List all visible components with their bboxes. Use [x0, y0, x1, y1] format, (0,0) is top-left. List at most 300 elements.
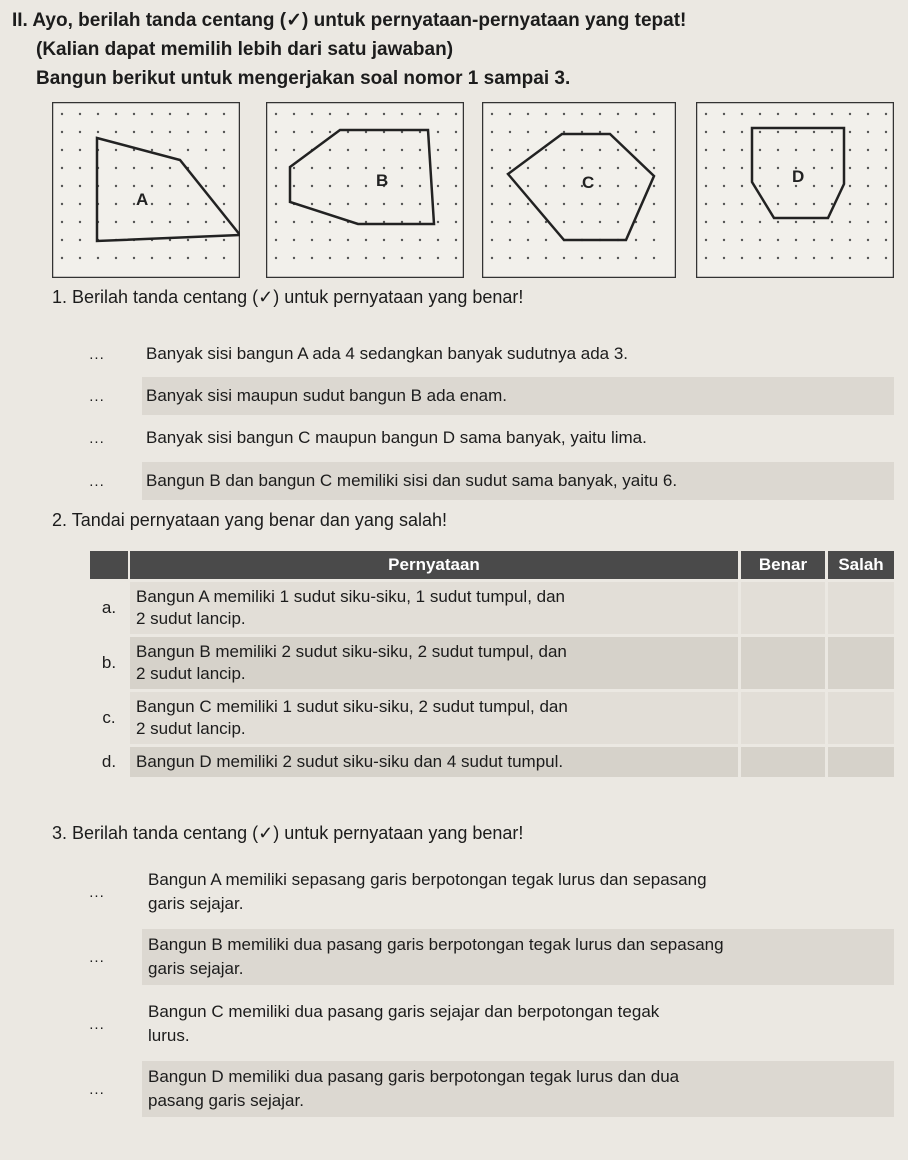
grid-dot	[169, 221, 171, 223]
grid-dot	[275, 239, 277, 241]
grid-dot	[115, 221, 117, 223]
grid-dot	[115, 203, 117, 205]
q1-option-1-blank[interactable]: ...	[89, 345, 105, 363]
grid-dot	[509, 113, 511, 115]
false-cell[interactable]	[828, 747, 894, 777]
grid-dot	[223, 149, 225, 151]
grid-dot	[223, 113, 225, 115]
row-statement-line: Bangun C memiliki 1 sudut siku-siku, 2 sudut tumpul, dan	[136, 697, 568, 716]
false-cell[interactable]	[828, 637, 894, 689]
grid-dot	[347, 149, 349, 151]
grid-dot	[635, 257, 637, 259]
grid-dot	[133, 131, 135, 133]
grid-dot	[151, 131, 153, 133]
grid-dot	[455, 131, 457, 133]
grid-dot	[383, 113, 385, 115]
question-1-title: 1. Berilah tanda centang (✓) untuk pernyataan yang benar!	[52, 287, 524, 307]
grid-dot	[275, 203, 277, 205]
grid-dot	[653, 221, 655, 223]
grid-dot	[849, 167, 851, 169]
grid-dot	[759, 221, 761, 223]
q3-option-line: lurus.	[148, 1026, 190, 1045]
grid-dot	[509, 221, 511, 223]
grid-dot	[347, 113, 349, 115]
grid-dot	[133, 113, 135, 115]
grid-dot	[187, 221, 189, 223]
grid-dot	[831, 167, 833, 169]
header-statement: Pernyataan	[130, 551, 738, 579]
grid-dot	[455, 257, 457, 259]
grid-dot	[563, 203, 565, 205]
grid-dot	[545, 131, 547, 133]
grid-dot	[97, 257, 99, 259]
grid-dot	[813, 257, 815, 259]
grid-dot	[759, 113, 761, 115]
grid-dot	[311, 239, 313, 241]
grid-dot	[329, 167, 331, 169]
grid-dot	[169, 113, 171, 115]
grid-dot	[347, 185, 349, 187]
grid-dot	[169, 185, 171, 187]
q3-option-1-blank[interactable]: ...	[89, 883, 105, 901]
grid-dot	[275, 221, 277, 223]
grid-dot	[885, 221, 887, 223]
q3-option-1-text	[142, 864, 894, 920]
grid-dot	[115, 131, 117, 133]
grid-dot	[581, 203, 583, 205]
grid-dot	[437, 149, 439, 151]
grid-dot	[527, 185, 529, 187]
q1-option-3-blank[interactable]: ...	[89, 429, 105, 447]
grid-dot	[741, 167, 743, 169]
grid-dot	[885, 185, 887, 187]
q3-option-1[interactable]	[52, 862, 894, 922]
grid-dot	[61, 113, 63, 115]
grid-dot	[705, 203, 707, 205]
row-letter: c.	[102, 708, 116, 727]
q1-option-1[interactable]	[52, 337, 894, 371]
grid-dot	[741, 185, 743, 187]
grid-dot	[275, 257, 277, 259]
grid-dot	[205, 131, 207, 133]
q3-option-line: pasang garis sejajar.	[148, 1091, 304, 1110]
grid-dot	[151, 113, 153, 115]
row-statement	[130, 747, 738, 777]
grid-dot	[831, 185, 833, 187]
grid-dot	[491, 131, 493, 133]
grid-dot	[311, 203, 313, 205]
grid-dot	[491, 185, 493, 187]
grid-dot	[97, 131, 99, 133]
q1-option-3[interactable]	[52, 421, 894, 455]
grid-dot	[741, 113, 743, 115]
q3-option-2-blank[interactable]: ...	[89, 948, 105, 966]
grid-dot	[867, 149, 869, 151]
grid-dot	[759, 131, 761, 133]
grid-dot	[867, 113, 869, 115]
grid-dot	[491, 239, 493, 241]
grid-dot	[885, 149, 887, 151]
grid-dot	[79, 149, 81, 151]
grid-dot	[545, 167, 547, 169]
grid-dot	[617, 203, 619, 205]
grid-dot	[293, 167, 295, 169]
grid-dot	[223, 203, 225, 205]
grid-dot	[867, 203, 869, 205]
grid-dot	[383, 239, 385, 241]
grid-dot	[509, 149, 511, 151]
grid-dot	[97, 113, 99, 115]
grid-dot	[151, 257, 153, 259]
grid-dot	[133, 203, 135, 205]
grid-dot	[61, 167, 63, 169]
row-statement	[130, 692, 738, 744]
grid-dot	[115, 149, 117, 151]
grid-dot	[151, 185, 153, 187]
grid-dot	[455, 167, 457, 169]
grid-dot	[365, 185, 367, 187]
figures-panel	[52, 102, 894, 278]
grid-dot	[777, 257, 779, 259]
grid-dot	[347, 203, 349, 205]
grid-dot	[599, 167, 601, 169]
grid-dot	[437, 221, 439, 223]
grid-dot	[61, 257, 63, 259]
grid-dot	[383, 167, 385, 169]
q3-option-line: garis sejajar.	[148, 959, 244, 978]
grid-dot	[723, 113, 725, 115]
grid-dot	[563, 149, 565, 151]
grid-dot	[723, 185, 725, 187]
grid-dot	[831, 239, 833, 241]
grid-dot	[329, 221, 331, 223]
grid-dot	[831, 131, 833, 133]
grid-dot	[723, 221, 725, 223]
grid-dot	[275, 167, 277, 169]
grid-dot	[169, 149, 171, 151]
grid-dot	[563, 221, 565, 223]
grid-dot	[329, 131, 331, 133]
grid-dot	[741, 149, 743, 151]
q3-option-line: Bangun B memiliki dua pasang garis berpotongan tegak lurus dan sepasang	[148, 935, 724, 954]
grid-dot	[813, 221, 815, 223]
grid-dot	[635, 113, 637, 115]
grid-dot	[347, 239, 349, 241]
grid-dot	[329, 113, 331, 115]
grid-dot	[563, 185, 565, 187]
grid-dot	[419, 257, 421, 259]
header-false: Salah	[828, 551, 894, 579]
grid-dot	[653, 167, 655, 169]
grid-dot	[79, 185, 81, 187]
figure-d	[696, 102, 894, 278]
table-header	[90, 551, 894, 579]
grid-dot	[777, 149, 779, 151]
grid-dot	[723, 203, 725, 205]
grid-dot	[813, 203, 815, 205]
grid-dot	[509, 203, 511, 205]
grid-dot	[365, 203, 367, 205]
grid-dot	[563, 113, 565, 115]
grid-dot	[115, 257, 117, 259]
grid-dot	[813, 113, 815, 115]
grid-dot	[741, 203, 743, 205]
grid-dot	[293, 239, 295, 241]
grid-dot	[491, 167, 493, 169]
q3-option-line: Bangun C memiliki dua pasang garis sejajar dan berpotongan tegak	[148, 1002, 660, 1021]
grid-dot	[759, 257, 761, 259]
grid-dot	[617, 131, 619, 133]
grid-dot	[61, 149, 63, 151]
q1-option-4-blank[interactable]: ...	[89, 472, 105, 490]
grid-dot	[187, 113, 189, 115]
grid-dot	[705, 185, 707, 187]
grid-dot	[617, 185, 619, 187]
grid-dot	[437, 239, 439, 241]
grid-dot	[849, 131, 851, 133]
q3-option-2-text	[142, 929, 894, 985]
grid-dot	[293, 257, 295, 259]
grid-dot	[581, 167, 583, 169]
q1-option-2-blank[interactable]: ...	[89, 387, 105, 405]
grid-dot	[133, 257, 135, 259]
grid-dot	[187, 203, 189, 205]
question-3-title: 3. Berilah tanda centang (✓) untuk pernyataan yang benar!	[52, 823, 524, 843]
grid-dot	[741, 221, 743, 223]
grid-dot	[813, 131, 815, 133]
grid-dot	[329, 149, 331, 151]
grid-dot	[205, 221, 207, 223]
grid-dot	[867, 257, 869, 259]
grid-dot	[169, 203, 171, 205]
grid-dot	[419, 167, 421, 169]
grid-dot	[723, 131, 725, 133]
grid-dot	[401, 113, 403, 115]
grid-dot	[383, 149, 385, 151]
grid-dot	[133, 185, 135, 187]
false-cell[interactable]	[828, 582, 894, 634]
q3-option-4-blank[interactable]: ...	[89, 1080, 105, 1098]
grid-dot	[275, 113, 277, 115]
grid-dot	[723, 167, 725, 169]
grid-dot	[205, 257, 207, 259]
grid-dot	[831, 221, 833, 223]
grid-dot	[311, 185, 313, 187]
grid-dot	[831, 113, 833, 115]
grid-dot	[293, 149, 295, 151]
grid-dot	[293, 221, 295, 223]
grid-dot	[527, 167, 529, 169]
q1-option-2[interactable]	[52, 377, 894, 415]
row-statement-line: Bangun D memiliki 2 sudut siku-siku dan 4 sudut tumpul.	[136, 752, 564, 771]
grid-dot	[133, 167, 135, 169]
row-letter: a.	[101, 598, 117, 617]
grid-dot	[795, 131, 797, 133]
grid-dot	[187, 257, 189, 259]
grid-dot	[723, 149, 725, 151]
row-statement	[130, 582, 738, 634]
figure-c	[482, 102, 676, 278]
grid-dot	[401, 185, 403, 187]
grid-dot	[653, 239, 655, 241]
grid-dot	[599, 113, 601, 115]
grid-dot	[205, 113, 207, 115]
grid-dot	[599, 203, 601, 205]
grid-dot	[437, 257, 439, 259]
row-statement-line: 2 sudut lancip.	[136, 664, 246, 683]
grid-dot	[723, 257, 725, 259]
grid-dot	[419, 185, 421, 187]
grid-dot	[311, 221, 313, 223]
grid-dot	[61, 221, 63, 223]
grid-dot	[563, 167, 565, 169]
grid-dot	[187, 131, 189, 133]
grid-dot	[79, 221, 81, 223]
row-statement-line: 2 sudut lancip.	[136, 609, 246, 628]
grid-dot	[205, 203, 207, 205]
grid-dot	[151, 203, 153, 205]
row-statement-line: Bangun A memiliki 1 sudut siku-siku, 1 sudut tumpul, dan	[136, 587, 566, 606]
grid-dot	[777, 221, 779, 223]
grid-dot	[581, 149, 583, 151]
grid-dot	[617, 113, 619, 115]
q3-option-2[interactable]	[52, 926, 894, 988]
grid-dot	[509, 239, 511, 241]
grid-dot	[365, 149, 367, 151]
grid-dot	[777, 203, 779, 205]
row-letter: d.	[101, 752, 117, 771]
grid-dot	[437, 167, 439, 169]
grid-dot	[115, 113, 117, 115]
grid-dot	[115, 185, 117, 187]
grid-dot	[365, 167, 367, 169]
grid-dot	[383, 203, 385, 205]
grid-dot	[795, 203, 797, 205]
grid-dot	[365, 113, 367, 115]
grid-dot	[705, 131, 707, 133]
grid-dot	[401, 239, 403, 241]
q3-option-4-text	[142, 1061, 894, 1117]
grid-dot	[545, 257, 547, 259]
grid-dot	[527, 203, 529, 205]
grid-dot	[311, 113, 313, 115]
grid-dot	[527, 221, 529, 223]
grid-dot	[635, 239, 637, 241]
grid-dot	[705, 167, 707, 169]
grid-dot	[867, 131, 869, 133]
grid-dot	[795, 239, 797, 241]
grid-dot	[275, 149, 277, 151]
grid-dot	[437, 113, 439, 115]
true-cell[interactable]	[741, 582, 825, 634]
grid-dot	[455, 185, 457, 187]
grid-dot	[293, 113, 295, 115]
grid-dot	[545, 149, 547, 151]
q3-option-4[interactable]	[52, 1058, 894, 1120]
grid-dot	[437, 203, 439, 205]
grid-dot	[275, 185, 277, 187]
q1-option-1-text: Banyak sisi bangun A ada 4 sedangkan banyak sudutnya ada 3.	[146, 344, 629, 363]
grid-dot	[419, 113, 421, 115]
grid-dot	[509, 167, 511, 169]
grid-dot	[527, 131, 529, 133]
true-cell[interactable]	[741, 637, 825, 689]
grid-dot	[169, 167, 171, 169]
grid-dot	[635, 149, 637, 151]
figure-d-label: D	[792, 167, 805, 186]
grid-dot	[365, 239, 367, 241]
grid-dot	[705, 221, 707, 223]
grid-dot	[705, 257, 707, 259]
grid-dot	[329, 239, 331, 241]
grid-dot	[849, 113, 851, 115]
grid-dot	[509, 185, 511, 187]
true-false-table	[90, 551, 894, 777]
grid-dot	[311, 167, 313, 169]
grid-dot	[61, 185, 63, 187]
grid-dot	[509, 257, 511, 259]
row-statement-line: 2 sudut lancip.	[136, 719, 246, 738]
grid-dot	[705, 113, 707, 115]
q3-option-3[interactable]	[52, 994, 894, 1054]
grid-dot	[705, 149, 707, 151]
q1-option-2-text: Banyak sisi maupun sudut bangun B ada enam.	[142, 377, 894, 415]
grid-dot	[329, 185, 331, 187]
grid-dot	[437, 131, 439, 133]
grid-dot	[347, 167, 349, 169]
grid-dot	[653, 185, 655, 187]
q1-option-4[interactable]	[52, 462, 894, 500]
grid-dot	[813, 185, 815, 187]
grid-dot	[329, 257, 331, 259]
grid-dot	[61, 239, 63, 241]
grid-dot	[455, 113, 457, 115]
grid-dot	[653, 203, 655, 205]
false-cell[interactable]	[828, 692, 894, 744]
grid-dot	[275, 131, 277, 133]
grid-dot	[61, 131, 63, 133]
true-cell[interactable]	[741, 692, 825, 744]
grid-dot	[491, 149, 493, 151]
q3-option-3-blank[interactable]: ...	[89, 1015, 105, 1033]
true-cell[interactable]	[741, 747, 825, 777]
grid-dot	[401, 257, 403, 259]
grid-dot	[777, 131, 779, 133]
grid-dot	[491, 221, 493, 223]
grid-dot	[617, 167, 619, 169]
grid-dot	[795, 221, 797, 223]
grid-dot	[545, 239, 547, 241]
instruction-note: (Kalian dapat memilih lebih dari satu jawaban)	[36, 39, 454, 60]
grid-dot	[79, 113, 81, 115]
grid-dot	[401, 203, 403, 205]
grid-dot	[455, 203, 457, 205]
grid-dot	[849, 257, 851, 259]
q3-option-3-text	[142, 996, 894, 1052]
grid-dot	[401, 149, 403, 151]
grid-dot	[581, 221, 583, 223]
grid-dot	[581, 113, 583, 115]
grid-dot	[151, 149, 153, 151]
grid-dot	[311, 131, 313, 133]
table-row	[90, 582, 894, 634]
grid-dot	[599, 221, 601, 223]
grid-dot	[885, 167, 887, 169]
grid-dot	[885, 131, 887, 133]
grid-dot	[653, 149, 655, 151]
grid-dot	[581, 257, 583, 259]
instruction-title: II. Ayo, berilah tanda centang (✓) untuk pernyataan-pernyataan yang tepat!	[12, 10, 687, 31]
